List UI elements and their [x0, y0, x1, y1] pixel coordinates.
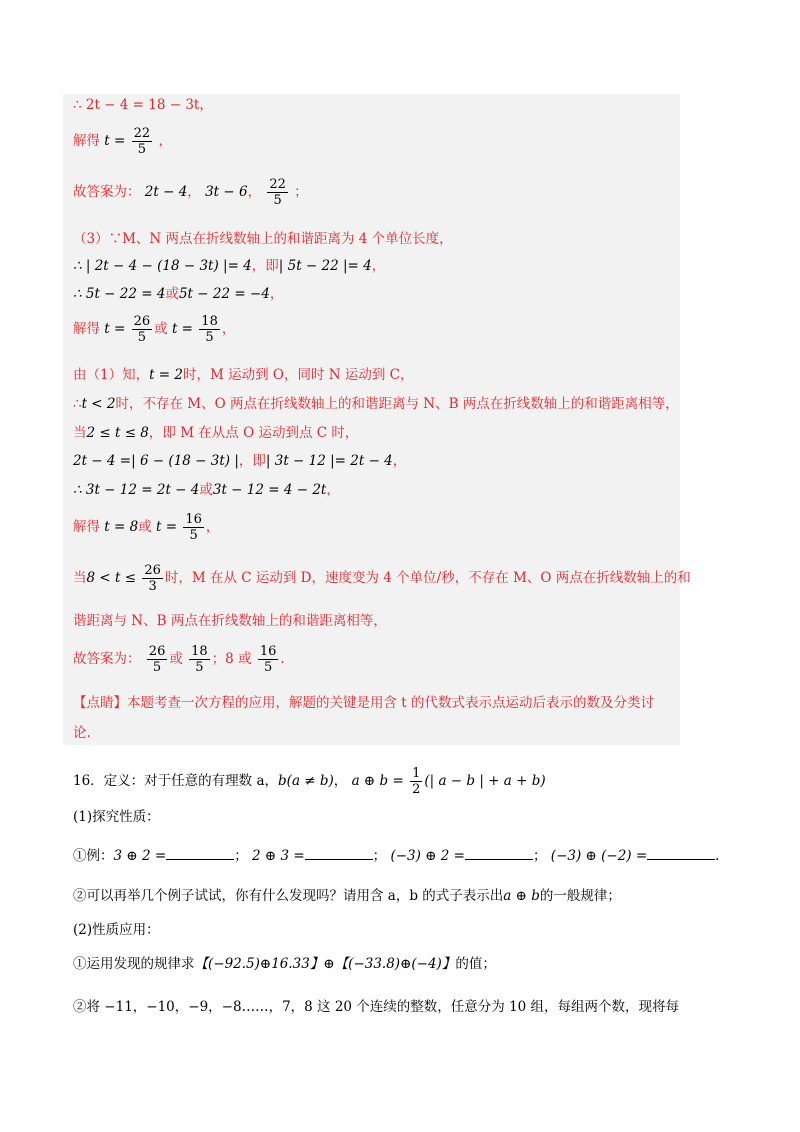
solution-line-9: ∴t < 2时，不存在 M、O 两点在折线数轴上的和谐距离与 N、B 两点在折线数轴上的和谐距离相等， — [73, 396, 679, 412]
answer-blank[interactable] — [166, 846, 234, 860]
solution-line-8: 由（1）知，t = 2时，M 运动到 O，同时 N 运动到 C， — [73, 367, 414, 383]
fraction: $\frac{26}{5}$ — [148, 644, 166, 675]
fraction: $\frac{26}{5}$ — [133, 314, 151, 345]
fraction: $\frac{1}{2}$ — [412, 766, 421, 797]
solution-line-4: （3）∵M、N 两点在折线数轴上的和谐距离为 4 个单位长度， — [73, 231, 453, 247]
solution-line-15: 谐距离与 N、B 两点在折线数轴上的和谐距离相等， — [73, 613, 387, 629]
answer-blank[interactable] — [305, 846, 373, 860]
solution-line-3: 故答案为： 2t − 4， 3t − 6， $\frac{22}{5}$ ； — [73, 177, 308, 208]
fraction: $\frac{18}{5}$ — [191, 644, 208, 675]
solution-line-2: 解得 t = $\frac{22}{5}$ ， — [73, 126, 172, 157]
question-part-2-title: (2)性质应用： — [73, 922, 160, 938]
solution-line-12: ∴ 3t − 12 = 2t − 4或3t − 12 = 4 − 2t， — [73, 482, 340, 498]
answer-blank[interactable] — [647, 846, 715, 860]
solution-line-11: 2t − 4 =| 6 − (18 − 3t) |，即| 3t − 12 |= 2t − 4， — [73, 453, 407, 469]
question-general-rule: ②可以再举几个例子试试，你有什么发现吗？请用含 a，b 的式子表示出a ⊕ b的一般规律； — [73, 888, 621, 904]
fraction: $\frac{16}{5}$ — [259, 644, 277, 675]
solution-line-14: 当8 < t ≤ $\frac{26}{3}$ 时，M 在从 C 运动到 D，速度变为 4 个单位/秒，不存在 M、O 两点在折线数轴上的和 — [73, 563, 691, 594]
question-16-definition: 16．定义：对于任意的有理数 a，b(a ≠ b)， a ⊕ b = $\frac{1}{2}$ (| a − b | + a + b) — [73, 766, 546, 797]
question-examples: ①例：3 ⊕ 2 = ； 2 ⊕ 3 = ； (−3) ⊕ 2 = ； (−3) ⊕ (−2) = . — [73, 848, 720, 864]
solution-line-5: ∴ | 2t − 4 − (18 − 3t) |= 4，即| 5t − 22 |= 4， — [73, 258, 386, 274]
question-apply-1: ①运用发现的规律求【(−92.5)⊕16.33】⊕【(−33.8)⊕(−4)】的值； — [73, 956, 496, 972]
question-part-1-title: (1)探究性质： — [73, 809, 160, 825]
solution-tip-line-2: 论. — [73, 725, 91, 741]
fraction: $\frac{26}{3}$ — [144, 563, 161, 594]
solution-line-13: 解得 t = 8或 t = $\frac{16}{5}$ ， — [73, 512, 220, 543]
fraction: $\frac{16}{5}$ — [185, 512, 202, 543]
answer-blank[interactable] — [465, 846, 533, 860]
solution-line-10: 当2 ≤ t ≤ 8，即 M 在从点 O 运动到点 C 时， — [73, 425, 359, 441]
fraction: $\frac{22}{5}$ — [133, 126, 151, 157]
solution-line-7: 解得 t = $\frac{26}{5}$ 或 t = $\frac{18}{5}$ ， — [73, 314, 236, 345]
fraction: $\frac{22}{5}$ — [269, 177, 286, 208]
solution-tip-line-1: 【点睛】本题考查一次方程的应用，解题的关键是用含 t 的代数式表示点运动后表示的数及分类讨 — [73, 695, 655, 711]
solution-line-16: 故答案为： $\frac{26}{5}$ 或 $\frac{18}{5}$ ；8 或 $\frac{16}{5}$ . — [73, 644, 285, 675]
solution-line-1: ∴ 2t − 4 = 18 − 3t， — [73, 97, 213, 113]
fraction: $\frac{18}{5}$ — [201, 314, 218, 345]
question-apply-2: ②将 −11，−10，−9，−8……，7，8 这 20 个连续的整数，任意分为 10 组，每组两个数，现将每 — [73, 999, 680, 1015]
solution-line-6: ∴ 5t − 22 = 4或5t − 22 = −4， — [73, 286, 284, 302]
